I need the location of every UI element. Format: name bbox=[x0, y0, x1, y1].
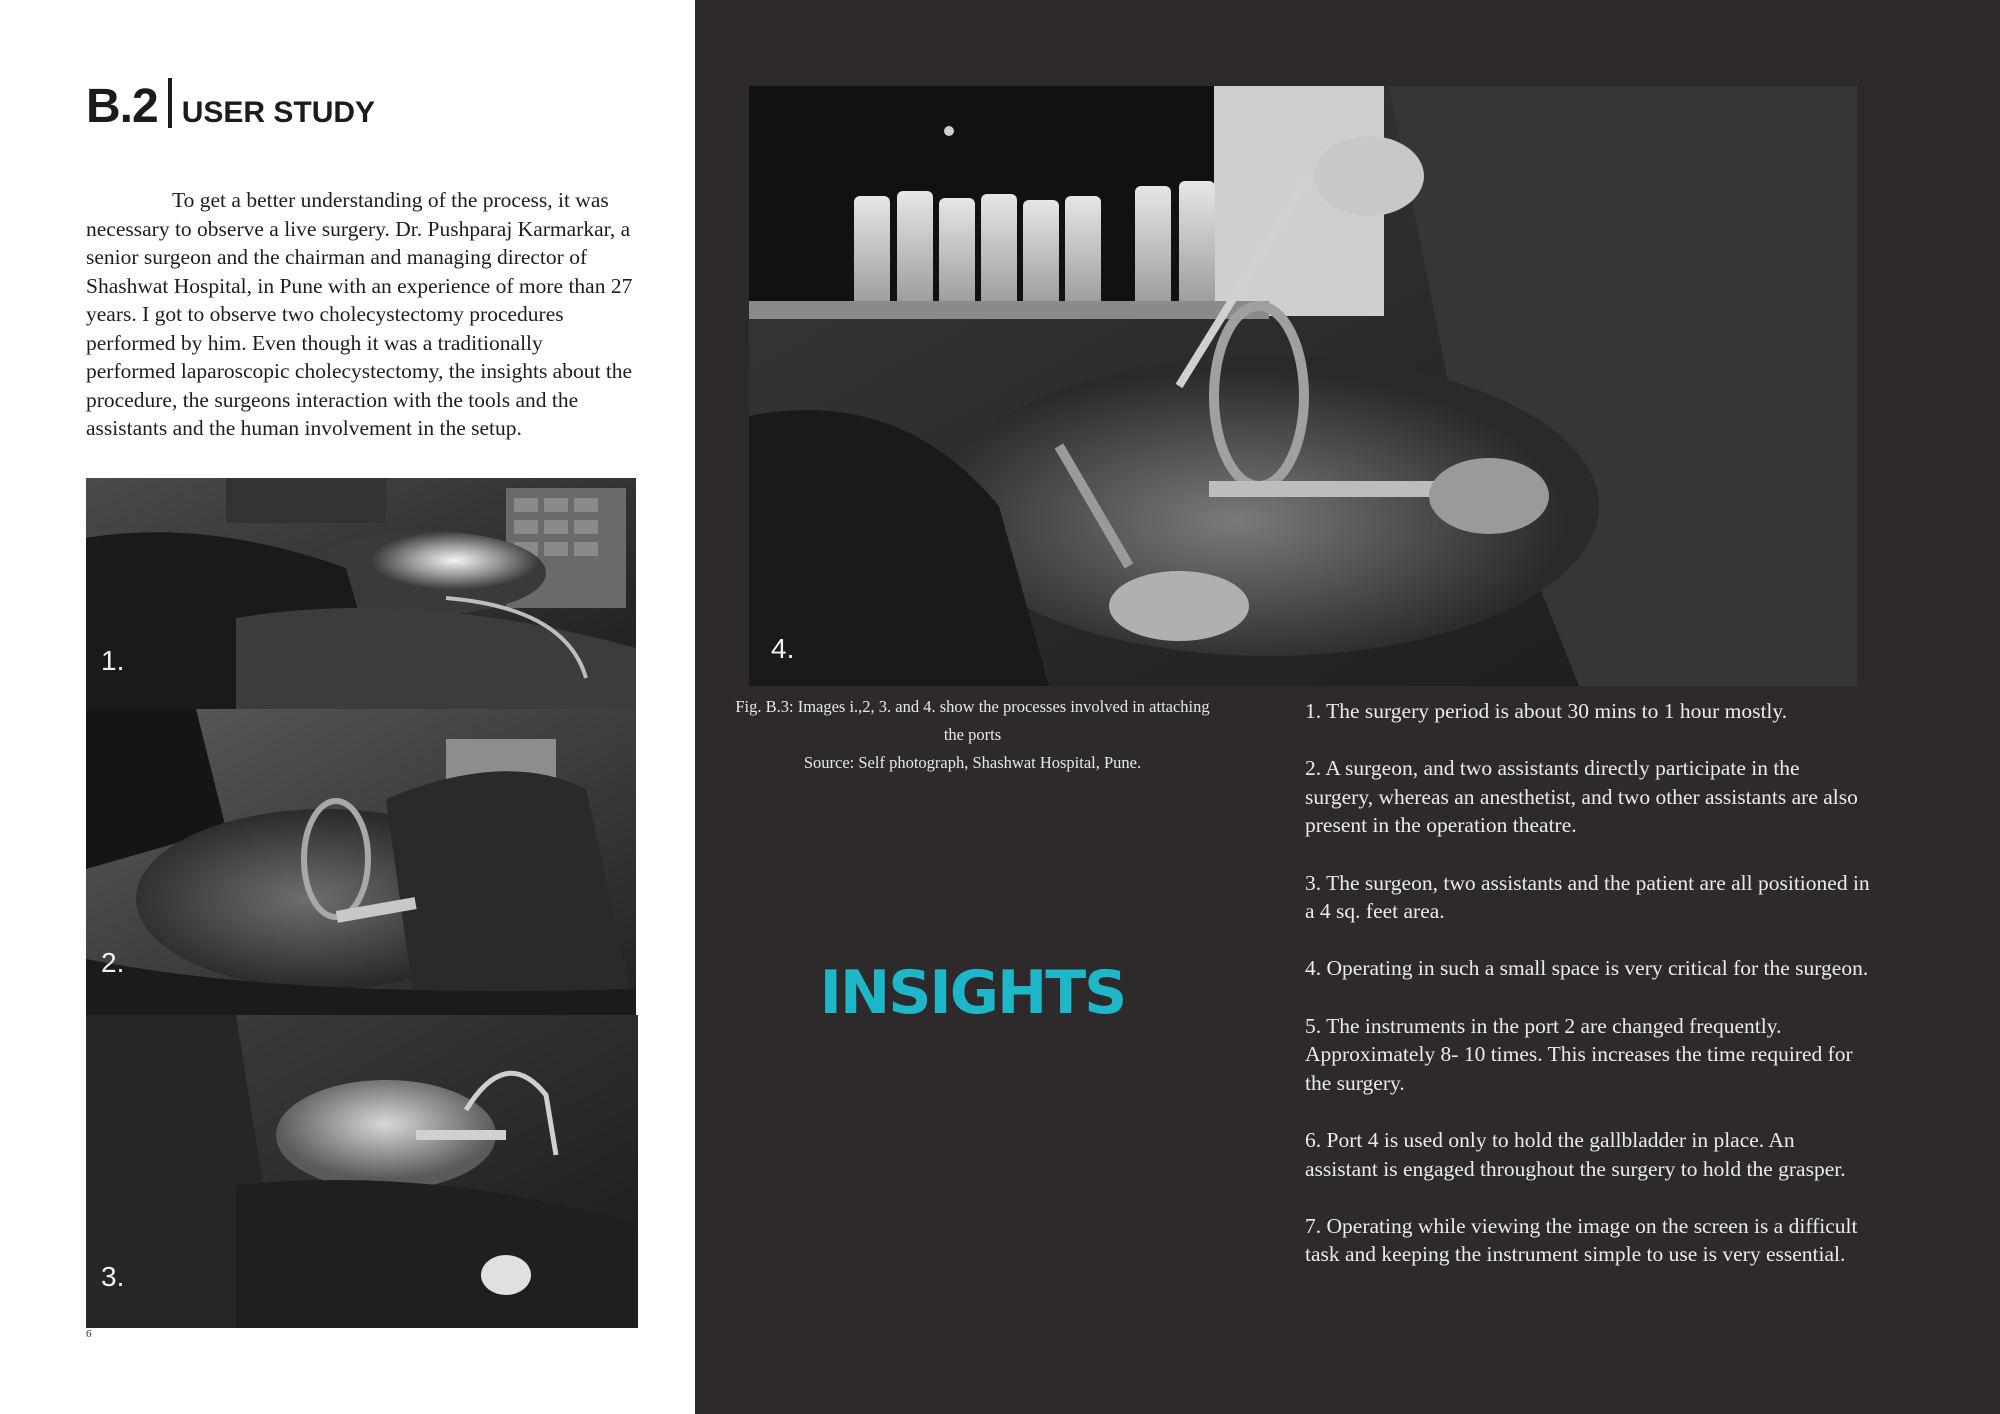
section-heading bbox=[86, 78, 375, 134]
photo-2 bbox=[86, 709, 636, 1015]
figure-caption bbox=[700, 693, 1245, 777]
section-divider-bar bbox=[168, 78, 172, 128]
intro-paragraph: To get a better understanding of the process, it was necessary to observe a live surgery. Dr. Pushparaj Karmarkar, a senior surgeon and the chairman and managing director of Shashwat Hospital, in Pune with an experience of more than 27 years. I got to observe two cholecystectomy procedures performed by him. Even though it was a traditionally performed laparoscopic cholecystectomy, the insights about the procedure, the surgeons interaction with the tools and the assistants and the human involvement in the setup. bbox=[86, 188, 633, 440]
insight-item: 5. The instruments in the port 2 are changed frequently. Approximately 8- 10 times. This increases the time required for the surgery. bbox=[1305, 1013, 1853, 1095]
insight-item: 1. The surgery period is about 30 mins to 1 hour mostly. bbox=[1305, 699, 1788, 723]
section-number: B.2 bbox=[86, 80, 158, 133]
caption-source: Source: Self photograph, Shashwat Hospital, Pune. bbox=[803, 753, 1142, 772]
photo-1 bbox=[86, 478, 636, 709]
photo-1-label: 1. bbox=[101, 645, 125, 676]
insights-title: INSIGHTS bbox=[819, 958, 1126, 1028]
insight-item: 3. The surgeon, two assistants and the patient are all positioned in a 4 sq. feet area. bbox=[1305, 870, 1870, 924]
photo-3-image bbox=[86, 1015, 638, 1328]
insight-item: 7. Operating while viewing the image on the screen is a difficult task and keeping the instrument simple to use is very essential. bbox=[1305, 1213, 1858, 1267]
caption-line-2: the ports bbox=[943, 725, 1002, 744]
photo-2-label: 2. bbox=[101, 947, 125, 978]
photo-3 bbox=[86, 1015, 638, 1328]
insights-list bbox=[1305, 697, 1870, 1297]
photo-3-label: 3. bbox=[101, 1261, 125, 1292]
insight-item: 2. A surgeon, and two assistants directly participate in the surgery, whereas an anesthetist, and two other assistants are also present in the operation theatre. bbox=[1305, 756, 1858, 838]
photo-4-label: 4. bbox=[771, 633, 795, 664]
photo-1-image bbox=[86, 478, 636, 709]
insight-item: 4. Operating in such a small space is very critical for the surgeon. bbox=[1305, 956, 1869, 981]
caption-line-1: Fig. B.3: Images i.,2, 3. and 4. show the processes involved in attaching bbox=[735, 697, 1210, 716]
page-number: 6 bbox=[86, 1328, 92, 1340]
photo-4 bbox=[749, 86, 1857, 686]
photo-4-image bbox=[749, 86, 1857, 686]
section-title: USER STUDY bbox=[181, 96, 376, 129]
photo-2-image bbox=[86, 709, 636, 1015]
insight-item: 6. Port 4 is used only to hold the gallbladder in place. An assistant is engaged throughout the surgery to hold the grasper. bbox=[1305, 1127, 1846, 1181]
